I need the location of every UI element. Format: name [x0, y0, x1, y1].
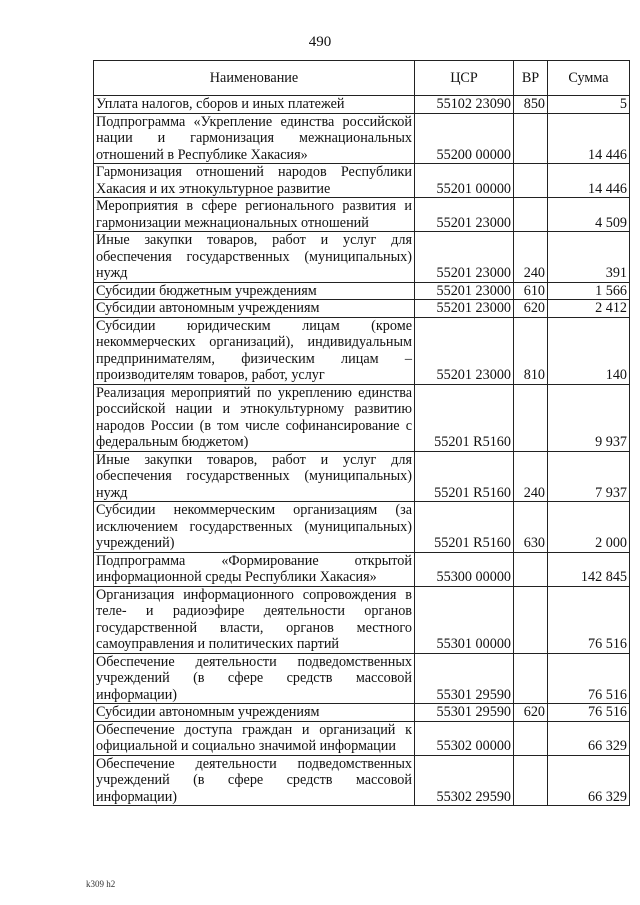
table-row: [94, 164, 630, 198]
cell-name: Субсидии некоммерческим организациям (за исключением государственных (муниципальных) учреждений): [94, 502, 415, 553]
table-row: [94, 232, 630, 283]
cell-csr: 55201 R5160: [415, 502, 514, 553]
table-row: [94, 300, 630, 318]
cell-vr: 850: [514, 96, 548, 114]
cell-sum: 4 509: [548, 198, 630, 232]
cell-name: Иные закупки товаров, работ и услуг для обеспечения государственных (муниципальных) нужд: [94, 451, 415, 502]
cell-vr: 610: [514, 282, 548, 300]
cell-csr: 55301 29590: [415, 704, 514, 722]
cell-vr: [514, 384, 548, 451]
cell-csr: 55201 23000: [415, 198, 514, 232]
table-row: [94, 653, 630, 704]
cell-name: Подпрограмма «Укрепление единства российской нации и гармонизация межнациональных отношений в Республике Хакасия»: [94, 113, 415, 164]
cell-vr: 620: [514, 704, 548, 722]
cell-vr: [514, 653, 548, 704]
cell-csr: 55302 00000: [415, 721, 514, 755]
cell-vr: 630: [514, 502, 548, 553]
header-name: Наименование: [94, 61, 415, 96]
cell-sum: 76 516: [548, 586, 630, 653]
table-row: [94, 755, 630, 806]
page-number: 490: [308, 34, 332, 50]
cell-csr: 55301 29590: [415, 653, 514, 704]
cell-name: Обеспечение деятельности подведомственных учреждений (в сфере средств массовой информации): [94, 653, 415, 704]
table-row: [94, 586, 630, 653]
cell-csr: 55201 23000: [415, 232, 514, 283]
table-row: [94, 704, 630, 722]
cell-csr: 55300 00000: [415, 552, 514, 586]
cell-vr: [514, 721, 548, 755]
table-row: [94, 552, 630, 586]
cell-name: Субсидии юридическим лицам (кроме некоммерческих организаций), индивидуальным предпринимателям, физическим лицам – производителям товаров, работ, услуг: [94, 317, 415, 384]
cell-sum: 66 329: [548, 755, 630, 806]
cell-sum: 14 446: [548, 164, 630, 198]
table-row: [94, 317, 630, 384]
cell-csr: 55200 00000: [415, 113, 514, 164]
table-row: [94, 451, 630, 502]
cell-sum: 391: [548, 232, 630, 283]
cell-sum: 9 937: [548, 384, 630, 451]
cell-csr: 55201 23000: [415, 317, 514, 384]
cell-vr: [514, 113, 548, 164]
cell-name: Субсидии автономным учреждениям: [94, 704, 415, 722]
cell-vr: [514, 755, 548, 806]
cell-sum: 5: [548, 96, 630, 114]
cell-vr: 240: [514, 451, 548, 502]
table-row: [94, 282, 630, 300]
cell-sum: 76 516: [548, 653, 630, 704]
budget-table: [93, 60, 630, 806]
table-row: [94, 502, 630, 553]
table-row: [94, 384, 630, 451]
cell-name: Организация информационного сопровождения в теле- и радиоэфире деятельности органов государственной власти, органов местного самоуправления и политических партий: [94, 586, 415, 653]
cell-vr: [514, 552, 548, 586]
cell-name: Уплата налогов, сборов и иных платежей: [94, 96, 415, 114]
cell-sum: 76 516: [548, 704, 630, 722]
cell-name: Реализация мероприятий по укреплению единства российской нации и этнокультурному развитию народов России (в том числе софинансирование с федеральным бюджетом): [94, 384, 415, 451]
cell-vr: 810: [514, 317, 548, 384]
cell-sum: 7 937: [548, 451, 630, 502]
header-csr: ЦСР: [415, 61, 514, 96]
cell-csr: 55201 23000: [415, 300, 514, 318]
cell-name: Обеспечение доступа граждан и организаций к официальной и социально значимой информации: [94, 721, 415, 755]
header-vr: ВР: [514, 61, 548, 96]
cell-sum: 14 446: [548, 113, 630, 164]
cell-csr: 55201 23000: [415, 282, 514, 300]
cell-name: Иные закупки товаров, работ и услуг для обеспечения государственных (муниципальных) нужд: [94, 232, 415, 283]
cell-sum: 142 845: [548, 552, 630, 586]
cell-vr: [514, 164, 548, 198]
table-row: [94, 721, 630, 755]
cell-sum: 66 329: [548, 721, 630, 755]
cell-name: Обеспечение деятельности подведомственных учреждений (в сфере средств массовой информации): [94, 755, 415, 806]
cell-csr: 55201 R5160: [415, 384, 514, 451]
table-row: [94, 113, 630, 164]
table-body: [94, 96, 630, 806]
table-header-row: [94, 61, 630, 96]
cell-csr: 55302 29590: [415, 755, 514, 806]
cell-name: Подпрограмма «Формирование открытой информационной среды Республики Хакасия»: [94, 552, 415, 586]
cell-sum: 2 412: [548, 300, 630, 318]
footer-code: k309 h2: [86, 879, 116, 889]
cell-vr: [514, 586, 548, 653]
cell-sum: 1 566: [548, 282, 630, 300]
cell-vr: 240: [514, 232, 548, 283]
table-row: [94, 198, 630, 232]
cell-csr: 55102 23090: [415, 96, 514, 114]
table-row: [94, 96, 630, 114]
cell-sum: 2 000: [548, 502, 630, 553]
cell-csr: 55201 00000: [415, 164, 514, 198]
cell-name: Гармонизация отношений народов Республики Хакасия и их этнокультурное развитие: [94, 164, 415, 198]
cell-name: Субсидии автономным учреждениям: [94, 300, 415, 318]
cell-csr: 55301 00000: [415, 586, 514, 653]
cell-name: Субсидии бюджетным учреждениям: [94, 282, 415, 300]
header-sum: Сумма: [548, 61, 630, 96]
cell-csr: 55201 R5160: [415, 451, 514, 502]
cell-name: Мероприятия в сфере регионального развития и гармонизации межнациональных отношений: [94, 198, 415, 232]
cell-sum: 140: [548, 317, 630, 384]
cell-vr: 620: [514, 300, 548, 318]
cell-vr: [514, 198, 548, 232]
